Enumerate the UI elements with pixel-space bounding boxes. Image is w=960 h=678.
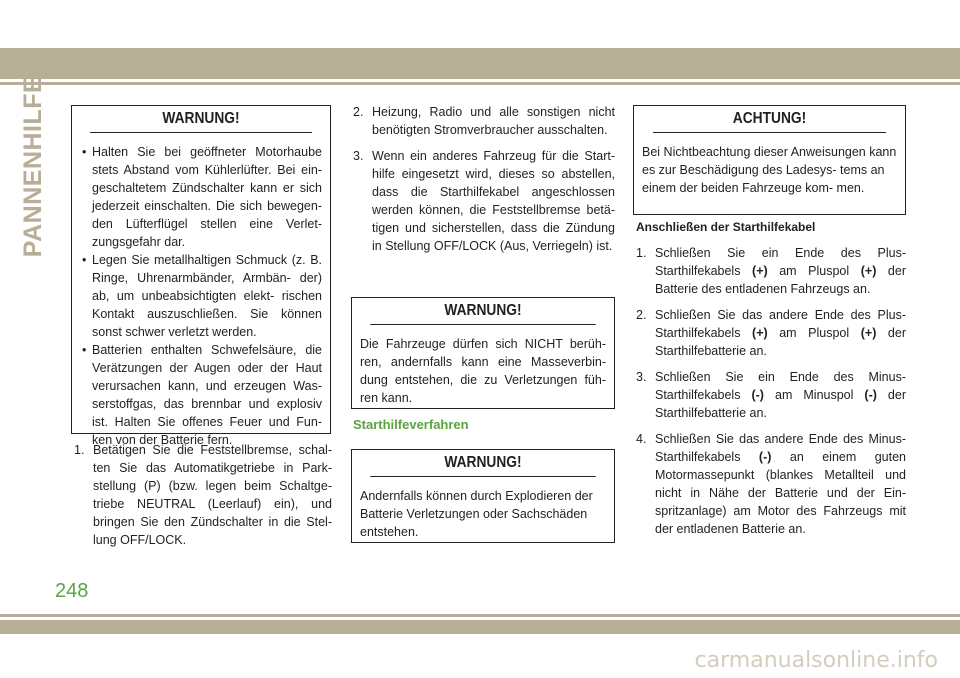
chapter-label: PANNENHILFE [19,75,48,257]
plus-symbol: (+) [860,264,877,278]
warning-title: WARNUNG! [370,450,595,477]
chapter-side-tab [14,75,54,257]
warning-text: Andernfalls können durch Explodieren der Batterie Verletzungen oder Sachschäden entstehen. [360,489,593,539]
caution-title: ACHTUNG! [653,106,886,133]
step-text: Betätigen Sie die Feststellbremse, schal- ten Sie das Automatikgetriebe in Park- stellung (P) (bzw. legen beim Schaltge- triebe NEUTRAL (Leerlauf) ein), und bringen Sie den Zündschalter in die Stel- lung OFF/LOCK. [93,443,332,547]
list-item: • Batterien enthalten Schwefelsäure, die Verätzungen der Augen oder der Haut verursachen kann, und erzeugen Was- serstoffgas, das brennbar und explosiv ist. Halten Sie offenes Feuer und Fun- ken von der Batterie fern. [80,341,322,449]
step-text: Schließen Sie das andere Ende des Plus- Starthilfekabels [655,308,906,340]
warning-title: WARNUNG! [90,106,312,133]
step-number: 3. [636,370,647,384]
step-text: an einem guten Motormassepunkt (blankes Metallteil und nicht in Nähe der Batterie und der Ein- spritzanlage) am Motor des Fahrzeugs mit der entladenen Batterie an. [655,450,906,536]
plus-symbol: (+) [752,326,768,340]
bottom-decorative-band [0,620,960,634]
plus-symbol: (+) [752,264,768,278]
step-text: Wenn ein anderes Fahrzeug für die Start- hilfe eingesetzt wird, dieses so abstellen, dass die Starthilfekabel angeschlossen werden können, die Feststellbremse betä- tigen und sicherstellen, dass die Zündung in Stellung OFF/LOCK (Aus, Verriegeln) ist. [372,149,615,253]
list-item: • Legen Sie metallhaltigen Schmuck (z. B. Ringe, Uhrenarmbänder, Armbän- der) ab, um unbeabsichtigten elekt- rischen Kontakt auszuschließen. Sie können sonst schwer verletzt werden. [80,251,322,341]
caution-text: Bei Nichtbeachtung dieser Anweisungen kann es zur Beschädigung des Ladesys- tems an einem der beiden Fahrzeuge kom- men. [642,145,897,195]
watermark: carmanualsonline.info [694,648,938,673]
list-item [636,368,906,422]
warning-title: WARNUNG! [370,298,595,325]
minus-symbol: (-) [864,388,877,402]
warning-box-1 [71,105,331,447]
step-text: der Starthilfebatterie an. [655,388,907,420]
step-text: Schließen Sie ein Ende des Plus- Starthilfekabels [655,246,906,278]
step-text: Schließen Sie das andere Ende des Minus-Starthilfekabels [655,432,906,464]
bottom-rule [0,614,960,617]
warning-box-2 [351,297,615,409]
step-number: 4. [636,432,647,446]
page-number: 248 [55,580,89,602]
step-number: 1. [636,246,647,260]
caution-box [633,105,906,215]
step-number: 2. [636,308,647,322]
list-item [636,430,906,538]
subheading: Anschließen der Starthilfekabel [636,220,816,234]
steps-list-col3 [636,244,906,538]
step-number: 3. [353,149,364,163]
list-item: • Halten Sie bei geöffneter Motorhaube stets Abstand vom Kühlerlüfter. Bei ein- geschaltetem Zündschalter kann er sich jederzeit einschalten. Die sich bewegen- den Lüfterflügel stellen eine Verlet- zungsgefahr dar. [80,143,322,251]
top-rule [0,82,960,85]
list-item [636,306,906,360]
step-text: am Pluspol [767,264,861,278]
step-text: Schließen Sie ein Ende des Minus- Starthilfekabels [655,370,906,402]
plus-symbol: (+) [860,326,877,340]
warning-box-3 [351,449,615,543]
step-text: am Minuspol [763,388,865,402]
list-item [353,103,615,139]
step-text: der Batterie des entladenen Fahrzeugs an. [655,264,906,296]
minus-symbol: (-) [751,388,764,402]
steps-list-col2 [353,103,615,255]
step-text: Heizung, Radio und alle sonstigen nicht benötigten Stromverbraucher ausschalten. [372,105,615,137]
list-item [74,441,332,549]
list-item [636,244,906,298]
top-decorative-band [0,48,960,79]
section-title: Starthilfeverfahren [353,417,469,432]
steps-list-col1 [74,441,332,549]
minus-symbol: (-) [758,450,772,464]
step-text: der Starthilfebatterie an. [655,326,906,358]
list-item [353,147,615,255]
step-text: am Pluspol [767,326,861,340]
warning-text: Die Fahrzeuge dürfen sich NICHT berüh- ren, andernfalls kann eine Masseverbin- dung entstehen, die zu Verletzungen füh- ren kann. [360,337,606,405]
step-number: 2. [353,105,364,119]
warning-bullet-list [80,143,322,449]
step-number: 1. [74,443,85,457]
